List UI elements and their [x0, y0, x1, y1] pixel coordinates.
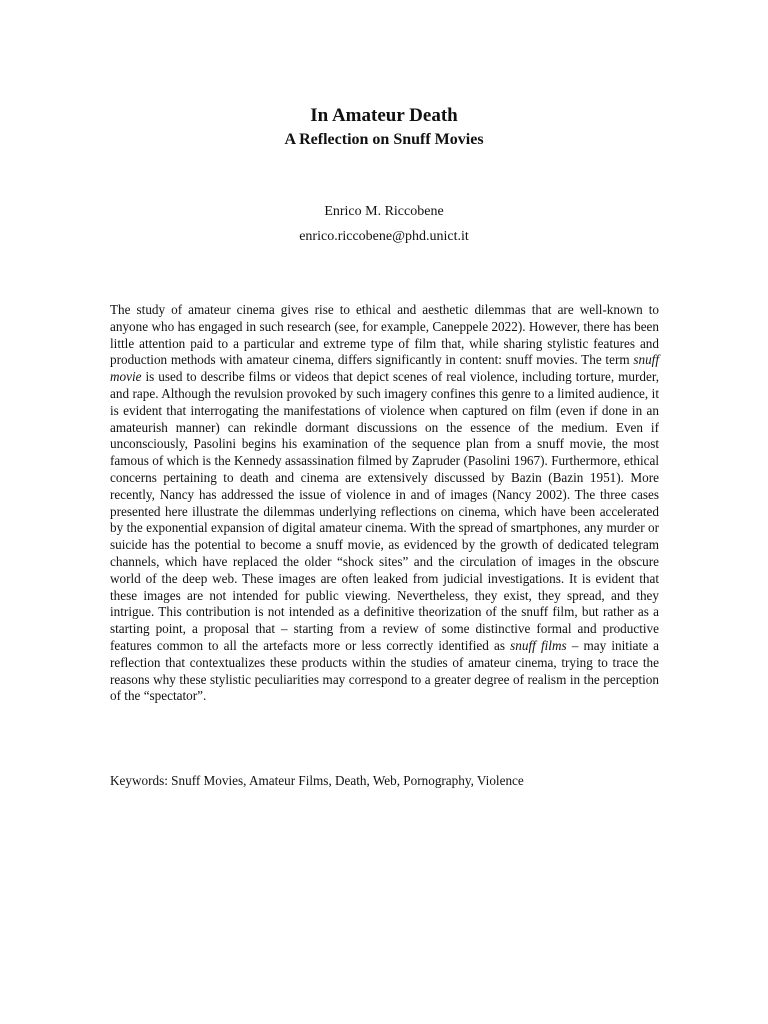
- author-email: enrico.riccobene@phd.unict.it: [299, 229, 469, 244]
- keywords-line: Keywords: Snuff Movies, Amateur Films, Death, Web, Pornography, Violence: [110, 773, 524, 788]
- abstract-term-snuff-movie: snuff movie: [110, 352, 659, 385]
- abstract-term-snuff-films: snuff films: [510, 637, 567, 653]
- abstract-text-3: – may initiate a reflection that contextualizes these products within the studies of amateur cinema, trying to trace the reasons why these stylistic peculiarities may correspond to a greater degree of realism in the perception of the “spectator”.: [110, 637, 659, 704]
- paper-subtitle: A Reflection on Snuff Movies: [284, 131, 484, 148]
- author-name: Enrico M. Riccobene: [324, 204, 444, 219]
- abstract-paragraph: [110, 302, 659, 705]
- paper-title: In Amateur Death: [310, 105, 458, 126]
- abstract-text-1: The study of amateur cinema gives rise to ethical and aesthetic dilemmas that are well-known to anyone who has engaged in such research (see, for example, Caneppele 2022). However, there has been little attention paid to a particular and extreme type of film that, while sharing stylistic features and production methods with amateur cinema, differs significantly in content: snuff movies. The term: [110, 302, 659, 368]
- abstract-text-2: is used to describe films or videos that depict scenes of real violence, including torture, murder, and rape. Although the revulsion provoked by such imagery confines this genre to a limited audience, it is evident that interrogating the manifestations of violence when captured on film (even if done in an amateurish manner) can rekindle dormant discussions on the essence of the medium. Even if unconsciously, Pasolini begins his examination of the sequence plan from a snuff movie, the most famous of which is the Kennedy assassination filmed by Zapruder (Pasolini 1967). Furthermore, ethical concerns pertaining to death and cinema are extensively discussed by Bazin (Bazin 1951). More recently, Nancy has addressed the issue of violence in and of images (Nancy 2002). The three cases presented here illustrate the dilemmas underlying reflections on cinema, which have been accelerated by the exponential expansion of digital amateur cinema. With the spread of smartphones, any murder or suicide has the potential to become a snuff movie, as evidenced by the growth of dedicated telegram channels, which have replaced the older “shock sites” and the circulation of images in the obscure world of the deep web. These images are often leaked from judicial investigations. It is evident that these images are not intended for public viewing. Nevertheless, they exist, they spread, and they intrigue. This contribution is not intended as a definitive theorization of the snuff film, but rather as a starting point, a proposal that – starting from a review of some distinctive formal and productive features common to all the artefacts more or less correctly identified as: [110, 369, 659, 653]
